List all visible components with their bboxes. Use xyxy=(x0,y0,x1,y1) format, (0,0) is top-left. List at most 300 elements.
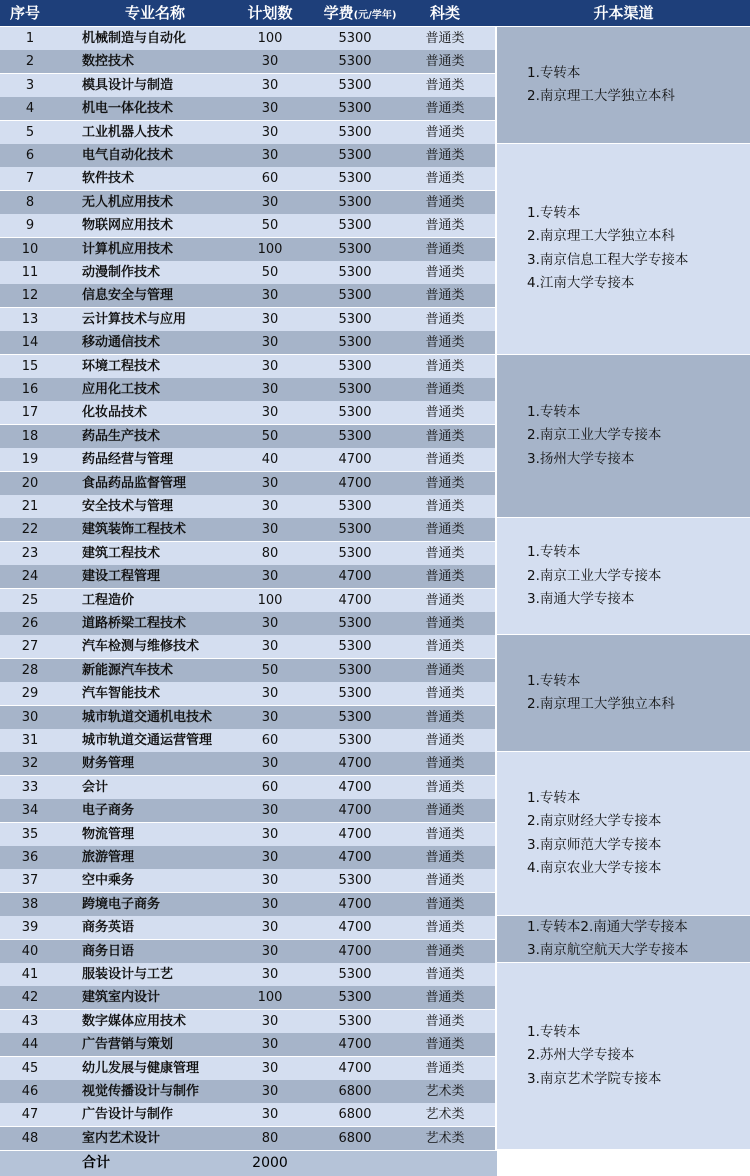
row-number: 29 xyxy=(21,686,39,702)
tuition-fee: 5300 xyxy=(338,101,372,117)
table-row xyxy=(0,986,495,1009)
table-row xyxy=(0,1010,495,1033)
table-row xyxy=(0,518,495,541)
category: 普通类 xyxy=(425,358,465,374)
plan-count: 30 xyxy=(261,826,279,842)
category: 普通类 xyxy=(425,873,465,889)
plan-count: 30 xyxy=(261,148,279,163)
category: 普通类 xyxy=(425,1037,465,1053)
plan-count: 30 xyxy=(261,943,279,959)
major-name: 商务日语 xyxy=(82,943,135,959)
category: 普通类 xyxy=(425,662,465,678)
plan-count: 30 xyxy=(261,569,279,585)
tuition-fee: 5300 xyxy=(338,335,372,351)
table-row xyxy=(0,331,495,354)
plan-count: 100 xyxy=(257,241,283,257)
plan-count: 30 xyxy=(261,499,279,514)
pathway-line: 1.专转本 xyxy=(527,64,581,81)
pathway-group xyxy=(497,963,750,1149)
plan-count: 80 xyxy=(261,1130,279,1146)
major-name: 数控技术 xyxy=(82,54,135,70)
major-name: 移动通信技术 xyxy=(82,335,161,351)
row-number: 30 xyxy=(21,709,39,725)
category: 普通类 xyxy=(425,101,465,117)
tuition-fee: 5300 xyxy=(338,241,372,257)
table-row xyxy=(0,97,495,120)
pathway-line: 1.专转本 xyxy=(527,672,581,689)
category: 普通类 xyxy=(425,77,465,93)
category: 普通类 xyxy=(425,522,465,538)
row-number: 23 xyxy=(21,545,39,561)
major-name: 幼儿发展与健康管理 xyxy=(82,1060,200,1076)
major-name: 食品药品监督管理 xyxy=(82,475,187,491)
row-number: 18 xyxy=(21,428,39,444)
row-number: 3 xyxy=(25,77,35,93)
tuition-fee: 4700 xyxy=(338,943,372,959)
plan-count: 30 xyxy=(261,77,279,93)
plan-count: 30 xyxy=(261,920,279,936)
row-number: 46 xyxy=(21,1084,39,1099)
major-name: 应用化工技术 xyxy=(82,382,161,397)
major-name: 道路桥梁工程技术 xyxy=(82,616,187,631)
table-row xyxy=(0,50,495,73)
row-number: 20 xyxy=(21,475,39,491)
major-name: 环境工程技术 xyxy=(82,358,161,374)
total-row xyxy=(0,1151,497,1176)
row-number: 40 xyxy=(21,943,39,959)
pathway-lines xyxy=(527,27,746,143)
pathway-lines xyxy=(527,752,746,915)
table-row xyxy=(0,682,495,705)
major-name: 动漫制作技术 xyxy=(82,265,161,280)
category: 普通类 xyxy=(425,218,465,234)
tuition-fee: 5300 xyxy=(338,194,372,210)
tuition-fee: 5300 xyxy=(338,148,372,163)
plan-count: 60 xyxy=(261,733,279,748)
row-number: 48 xyxy=(21,1130,39,1146)
plan-count: 50 xyxy=(261,265,279,280)
tuition-fee: 5300 xyxy=(338,288,372,304)
major-name: 会计 xyxy=(82,779,109,795)
header-name: 专业名称 xyxy=(124,4,185,22)
category: 普通类 xyxy=(425,428,465,444)
major-name: 空中乘务 xyxy=(82,873,135,889)
major-name: 城市轨道交通机电技术 xyxy=(82,709,213,725)
major-name: 化妆品技术 xyxy=(82,405,148,421)
table-row xyxy=(0,823,495,846)
tuition-fee: 5300 xyxy=(338,733,372,748)
pathway-lines xyxy=(527,963,746,1149)
plan-count: 30 xyxy=(261,101,279,117)
category: 普通类 xyxy=(425,335,465,351)
row-number: 31 xyxy=(21,733,39,748)
plan-count: 30 xyxy=(261,616,279,631)
major-name: 信息安全与管理 xyxy=(82,288,174,304)
pathway-lines xyxy=(527,635,746,751)
tuition-fee: 5300 xyxy=(338,499,372,514)
row-number: 6 xyxy=(25,148,35,163)
row-number: 2 xyxy=(25,54,35,70)
table-row xyxy=(0,238,495,261)
plan-count: 30 xyxy=(261,873,279,889)
plan-count: 30 xyxy=(261,639,279,655)
table-row xyxy=(0,542,495,565)
major-name: 药品生产技术 xyxy=(82,428,161,444)
tuition-fee: 5300 xyxy=(338,218,372,234)
pathway-group xyxy=(497,752,750,915)
category: 普通类 xyxy=(425,382,465,397)
pathway-group xyxy=(497,635,750,751)
tuition-fee: 5300 xyxy=(338,265,372,280)
row-number: 27 xyxy=(21,639,39,655)
header-plan: 计划数 xyxy=(247,4,293,22)
total-label: 合计 xyxy=(82,1155,110,1171)
header-fee-unit: (元/学年) xyxy=(353,10,397,21)
table-row xyxy=(0,1057,495,1080)
table-row xyxy=(0,776,495,799)
category: 普通类 xyxy=(425,616,465,631)
table-row xyxy=(0,284,495,307)
plan-count: 30 xyxy=(261,1060,279,1076)
table-row xyxy=(0,963,495,986)
category: 普通类 xyxy=(425,569,465,585)
pathway-lines xyxy=(527,355,746,518)
header-pathway: 升本渠道 xyxy=(593,4,654,22)
major-name: 广告营销与策划 xyxy=(82,1037,174,1053)
pathway-line: 3.南京航空航天大学专接本 xyxy=(527,942,689,959)
plan-count: 30 xyxy=(261,756,279,772)
pathway-line: 3.扬州大学专接本 xyxy=(527,450,635,467)
row-number: 7 xyxy=(25,171,35,187)
major-name: 机电一体化技术 xyxy=(82,101,174,117)
plan-count: 30 xyxy=(261,288,279,304)
category: 普通类 xyxy=(425,639,465,655)
row-number: 41 xyxy=(21,967,39,982)
tuition-fee: 5300 xyxy=(338,709,372,725)
major-name: 商务英语 xyxy=(82,920,135,936)
tuition-fee: 6800 xyxy=(338,1107,372,1123)
pathway-line: 2.南京财经大学专接本 xyxy=(527,813,662,830)
major-name: 旅游管理 xyxy=(82,850,135,865)
tuition-fee: 6800 xyxy=(338,1084,372,1099)
category: 普通类 xyxy=(425,1013,465,1029)
table-row xyxy=(0,214,495,237)
plan-count: 30 xyxy=(261,405,279,421)
table-row xyxy=(0,869,495,892)
tuition-fee: 5300 xyxy=(338,171,372,187)
pathway-line: 1.专转本 xyxy=(527,1023,581,1040)
row-number: 16 xyxy=(21,382,39,397)
header-no: 序号 xyxy=(9,4,40,22)
header-fee xyxy=(305,0,415,26)
table-row xyxy=(0,1103,495,1126)
tuition-fee: 4700 xyxy=(338,850,372,865)
plan-count: 30 xyxy=(261,382,279,397)
row-number: 21 xyxy=(21,499,39,514)
pathway-line: 2.苏州大学专接本 xyxy=(527,1047,635,1064)
table-row xyxy=(0,472,495,495)
pathway-line: 1.专转本2.南通大学专接本 xyxy=(527,918,688,935)
row-number: 36 xyxy=(21,850,39,865)
pathway-lines xyxy=(527,518,746,634)
row-number: 47 xyxy=(21,1107,39,1123)
row-number: 11 xyxy=(21,265,39,280)
table-row xyxy=(0,612,495,635)
row-number: 15 xyxy=(21,358,39,374)
major-name: 财务管理 xyxy=(82,756,135,772)
category: 艺术类 xyxy=(425,1130,465,1146)
row-number: 24 xyxy=(21,569,39,585)
major-name: 建筑工程技术 xyxy=(82,545,161,561)
category: 普通类 xyxy=(425,31,465,46)
category: 普通类 xyxy=(425,896,465,912)
category: 普通类 xyxy=(425,265,465,280)
plan-count: 30 xyxy=(261,522,279,538)
table-row xyxy=(0,799,495,822)
category: 普通类 xyxy=(425,850,465,865)
category: 普通类 xyxy=(425,592,465,608)
row-number: 12 xyxy=(21,288,39,304)
pathway-line: 2.南京理工大学独立本科 xyxy=(527,228,675,245)
major-name: 新能源汽车技术 xyxy=(82,662,174,678)
table-row xyxy=(0,27,495,50)
tuition-fee: 4700 xyxy=(338,1060,372,1076)
row-number: 9 xyxy=(25,218,35,234)
plan-count: 30 xyxy=(261,194,279,210)
table-row xyxy=(0,121,495,144)
major-name: 数字媒体应用技术 xyxy=(82,1013,187,1029)
plan-count: 80 xyxy=(261,545,279,561)
pathway-line: 1.专转本 xyxy=(527,204,581,221)
tuition-fee: 5300 xyxy=(338,382,372,397)
plan-count: 30 xyxy=(261,850,279,865)
table-row xyxy=(0,916,495,939)
tuition-fee: 4700 xyxy=(338,756,372,772)
tuition-fee: 4700 xyxy=(338,826,372,842)
plan-count: 30 xyxy=(261,124,279,140)
table-row xyxy=(0,846,495,869)
table-row xyxy=(0,635,495,658)
pathway-line: 3.南京信息工程大学专接本 xyxy=(527,251,689,268)
category: 普通类 xyxy=(425,803,465,819)
row-number: 35 xyxy=(21,826,39,842)
row-number: 25 xyxy=(21,592,39,608)
major-name: 建筑装饰工程技术 xyxy=(82,522,187,538)
plan-count: 50 xyxy=(261,662,279,678)
plan-count: 30 xyxy=(261,686,279,702)
row-number: 33 xyxy=(21,779,39,795)
tuition-fee: 5300 xyxy=(338,616,372,631)
tuition-fee: 5300 xyxy=(338,405,372,421)
row-number: 44 xyxy=(21,1037,39,1053)
header-type: 科类 xyxy=(429,4,460,22)
plan-count: 30 xyxy=(261,1084,279,1099)
pathway-lines xyxy=(527,144,746,354)
major-name: 电气自动化技术 xyxy=(82,148,174,163)
major-name: 室内艺术设计 xyxy=(82,1130,161,1146)
category: 普通类 xyxy=(425,405,465,421)
tuition-fee: 5300 xyxy=(338,1013,372,1029)
tuition-fee: 5300 xyxy=(338,522,372,538)
major-name: 建筑室内设计 xyxy=(82,990,161,1006)
plan-count: 30 xyxy=(261,896,279,912)
major-name: 视觉传播设计与制作 xyxy=(82,1084,200,1099)
pathway-group xyxy=(497,27,750,143)
plan-count: 30 xyxy=(261,358,279,374)
table-row xyxy=(0,378,495,401)
tuition-fee: 4700 xyxy=(338,592,372,608)
pathway-line: 2.南京理工大学独立本科 xyxy=(527,696,675,713)
table-row xyxy=(0,589,495,612)
category: 普通类 xyxy=(425,756,465,772)
major-name: 工业机器人技术 xyxy=(82,124,174,140)
plan-count: 30 xyxy=(261,1013,279,1029)
row-number: 8 xyxy=(25,194,35,210)
major-name: 汽车检测与维修技术 xyxy=(82,639,200,655)
row-number: 37 xyxy=(21,873,39,889)
pathway-line: 1.专转本 xyxy=(527,789,581,806)
table-row xyxy=(0,940,495,963)
category: 普通类 xyxy=(425,124,465,140)
category: 普通类 xyxy=(425,194,465,210)
plan-count: 50 xyxy=(261,218,279,234)
table-row xyxy=(0,191,495,214)
category: 普通类 xyxy=(425,1060,465,1076)
table-row xyxy=(0,448,495,471)
major-name: 服装设计与工艺 xyxy=(82,967,174,982)
row-number: 26 xyxy=(21,616,39,631)
category: 普通类 xyxy=(425,241,465,257)
category: 普通类 xyxy=(425,943,465,959)
major-name: 药品经营与管理 xyxy=(82,452,174,468)
tuition-fee: 4700 xyxy=(338,475,372,491)
category: 普通类 xyxy=(425,990,465,1006)
table-row xyxy=(0,659,495,682)
category: 普通类 xyxy=(425,967,465,982)
category: 普通类 xyxy=(425,920,465,936)
plan-count: 60 xyxy=(261,779,279,795)
plan-count: 100 xyxy=(257,990,283,1006)
plan-count: 30 xyxy=(261,475,279,491)
pathway-line: 1.专转本 xyxy=(527,544,581,561)
plan-count: 30 xyxy=(261,1037,279,1053)
plan-count: 30 xyxy=(261,967,279,982)
table-row xyxy=(0,167,495,190)
category: 普通类 xyxy=(425,475,465,491)
table-row xyxy=(0,308,495,331)
pathway-line: 2.南京工业大学专接本 xyxy=(527,567,662,584)
table-row xyxy=(0,401,495,424)
tuition-fee: 5300 xyxy=(338,967,372,982)
tuition-fee: 5300 xyxy=(338,990,372,1006)
tuition-fee: 4700 xyxy=(338,569,372,585)
row-number: 42 xyxy=(21,990,39,1006)
major-name: 物流管理 xyxy=(82,826,135,842)
plan-count: 30 xyxy=(261,803,279,819)
plan-count: 100 xyxy=(257,31,283,46)
major-name: 汽车智能技术 xyxy=(82,686,161,702)
pathway-line: 3.南通大学专接本 xyxy=(527,591,635,608)
major-name: 建设工程管理 xyxy=(82,569,161,585)
tuition-fee: 5300 xyxy=(338,311,372,327)
row-number: 1 xyxy=(25,31,35,46)
pathway-line: 2.南京理工大学独立本科 xyxy=(527,88,675,104)
major-name: 云计算技术与应用 xyxy=(82,311,187,327)
tuition-fee: 4700 xyxy=(338,779,372,795)
pathway-group xyxy=(497,144,750,354)
pathway-line: 2.南京工业大学专接本 xyxy=(527,427,662,444)
table-row xyxy=(0,355,495,378)
category: 普通类 xyxy=(425,686,465,702)
tuition-fee: 5300 xyxy=(338,545,372,561)
table-header xyxy=(0,0,750,26)
tuition-fee: 5300 xyxy=(338,639,372,655)
plan-count: 30 xyxy=(261,54,279,70)
tuition-fee: 5300 xyxy=(338,686,372,702)
table-row xyxy=(0,1033,495,1056)
pathway-line: 1.专转本 xyxy=(527,403,581,420)
row-number: 28 xyxy=(21,662,39,678)
tuition-fee: 5300 xyxy=(338,54,372,70)
row-number: 17 xyxy=(21,405,39,421)
pathway-group xyxy=(497,355,750,518)
plan-count: 40 xyxy=(261,452,279,468)
major-name: 无人机应用技术 xyxy=(82,194,174,210)
row-number: 22 xyxy=(21,522,39,538)
table-row xyxy=(0,425,495,448)
major-name: 电子商务 xyxy=(82,803,135,819)
plan-count: 50 xyxy=(261,428,279,444)
table-row xyxy=(0,706,495,729)
plan-count: 100 xyxy=(257,592,283,608)
category: 普通类 xyxy=(425,311,465,327)
category: 艺术类 xyxy=(425,1107,465,1123)
header-fee-label: 学费 xyxy=(323,4,354,22)
tuition-fee: 5300 xyxy=(338,77,372,93)
table-row xyxy=(0,144,495,167)
category: 普通类 xyxy=(425,54,465,70)
category: 普通类 xyxy=(425,171,465,187)
row-number: 38 xyxy=(21,896,39,912)
tuition-fee: 4700 xyxy=(338,920,372,936)
major-name: 安全技术与管理 xyxy=(82,499,174,514)
table-row xyxy=(0,565,495,588)
table-row xyxy=(0,1127,495,1150)
tuition-fee: 5300 xyxy=(338,31,372,46)
pathway-line: 3.南京艺术学院专接本 xyxy=(527,1070,662,1087)
category: 普通类 xyxy=(425,148,465,163)
major-name: 城市轨道交通运营管理 xyxy=(82,733,213,748)
pathway-group xyxy=(497,916,750,962)
major-name: 广告设计与制作 xyxy=(82,1107,174,1123)
plan-count: 30 xyxy=(261,311,279,327)
row-number: 39 xyxy=(21,920,39,936)
tuition-fee: 4700 xyxy=(338,803,372,819)
table-row xyxy=(0,1080,495,1103)
row-number: 45 xyxy=(21,1060,39,1076)
row-number: 34 xyxy=(21,803,39,819)
major-name: 工程造价 xyxy=(82,592,135,608)
category: 普通类 xyxy=(425,452,465,468)
major-name: 机械制造与自动化 xyxy=(82,31,187,46)
row-number: 13 xyxy=(21,311,39,327)
table-row xyxy=(0,495,495,518)
row-number: 10 xyxy=(21,241,39,257)
table-row xyxy=(0,729,495,752)
row-number: 19 xyxy=(21,452,39,468)
plan-count: 60 xyxy=(261,171,279,187)
total-value: 2000 xyxy=(252,1155,288,1171)
